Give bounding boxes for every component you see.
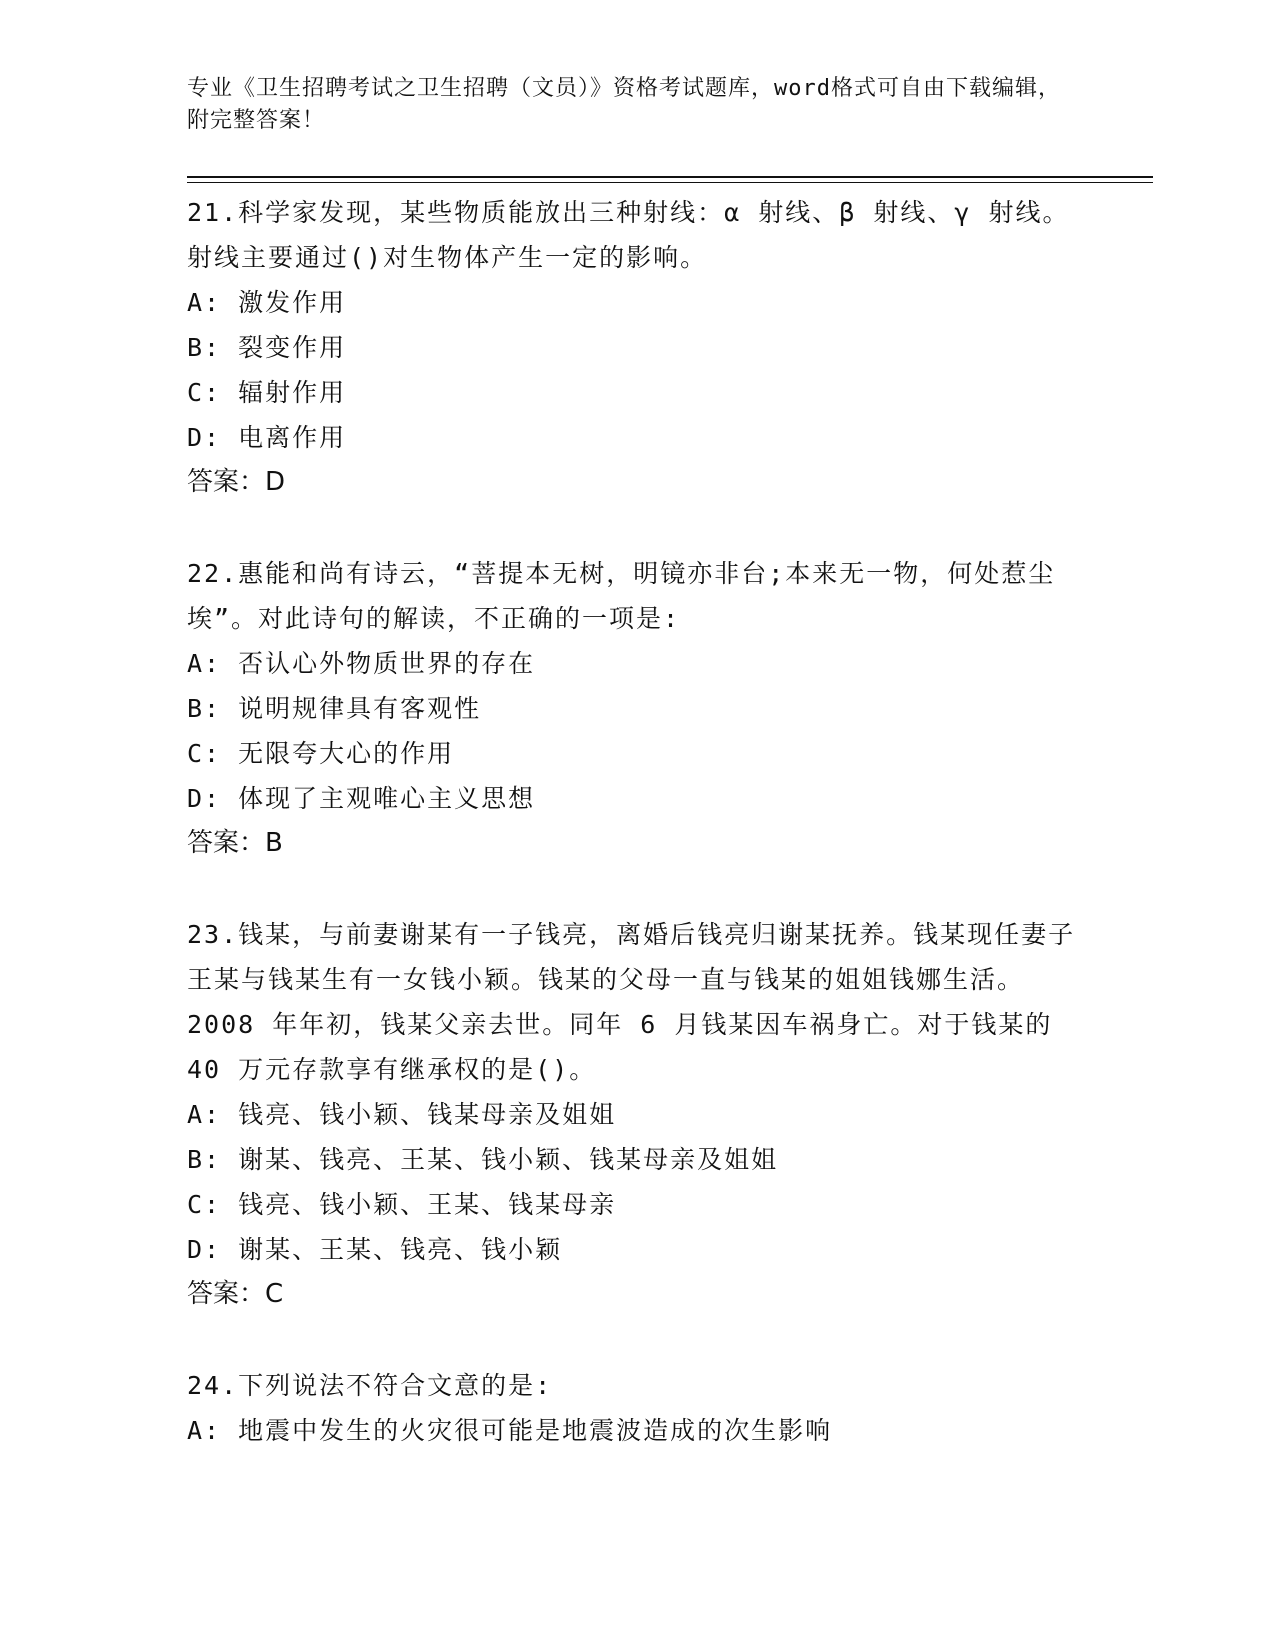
question-spacer [187, 866, 1087, 912]
option-d: D: 电离作用 [187, 423, 347, 452]
option-a: A: 否认心外物质世界的存在 [187, 649, 536, 678]
option-b: B: 裂变作用 [187, 333, 347, 362]
question-stem: 24.下列说法不符合文意的是: [187, 1371, 553, 1400]
question-spacer [187, 505, 1087, 551]
question-spacer [187, 1317, 1087, 1363]
question-stem: 23.钱某，与前妻谢某有一子钱亮，离婚后钱亮归谢某抚养。钱某现任妻子王某与钱某生有一女钱小颖。钱某的父母一直与钱某的姐姐钱娜生活。2008 年年初，钱某父亲去世。同年 6 月钱某因车祸身亡。对于钱某的 40 万元存款享有继承权的是()。 [187, 920, 1076, 1084]
answer-line: 答案：C [187, 1279, 284, 1309]
question-stem: 22.惠能和尚有诗云，“菩提本无树，明镜亦非台;本来无一物，何处惹尘埃”。对此诗句的解读，不正确的一项是: [187, 559, 1056, 633]
answer-line: 答案：D [187, 467, 286, 497]
answer-line: 答案：B [187, 828, 283, 858]
option-a: A: 地震中发生的火灾很可能是地震波造成的次生影响 [187, 1416, 833, 1445]
option-b: B: 说明规律具有客观性 [187, 694, 482, 723]
option-a: A: 激发作用 [187, 288, 347, 317]
option-c: C: 无限夸大心的作用 [187, 739, 455, 768]
option-b: B: 谢某、钱亮、王某、钱小颖、钱某母亲及姐姐 [187, 1145, 779, 1174]
question-23 [187, 912, 1087, 1317]
option-d: D: 谢某、王某、钱亮、钱小颖 [187, 1235, 563, 1264]
document-header: 专业《卫生招聘考试之卫生招聘（文员）》资格考试题库，word格式可自由下载编辑，附完整答案！ [187, 76, 1061, 133]
option-c: C: 辐射作用 [187, 378, 347, 407]
option-c: C: 钱亮、钱小颖、王某、钱某母亲 [187, 1190, 617, 1219]
question-stem: 21.科学家发现，某些物质能放出三种射线：α 射线、β 射线、γ 射线。射线主要通过()对生物体产生一定的影响。 [187, 198, 1070, 272]
option-d: D: 体现了主观唯心主义思想 [187, 784, 536, 813]
question-list [187, 190, 1087, 1453]
question-22 [187, 551, 1087, 866]
option-a: A: 钱亮、钱小颖、钱某母亲及姐姐 [187, 1100, 617, 1129]
question-24 [187, 1363, 1087, 1453]
header-rule-thin [187, 182, 1153, 183]
question-21 [187, 190, 1087, 505]
header-rule-thick [187, 176, 1153, 178]
